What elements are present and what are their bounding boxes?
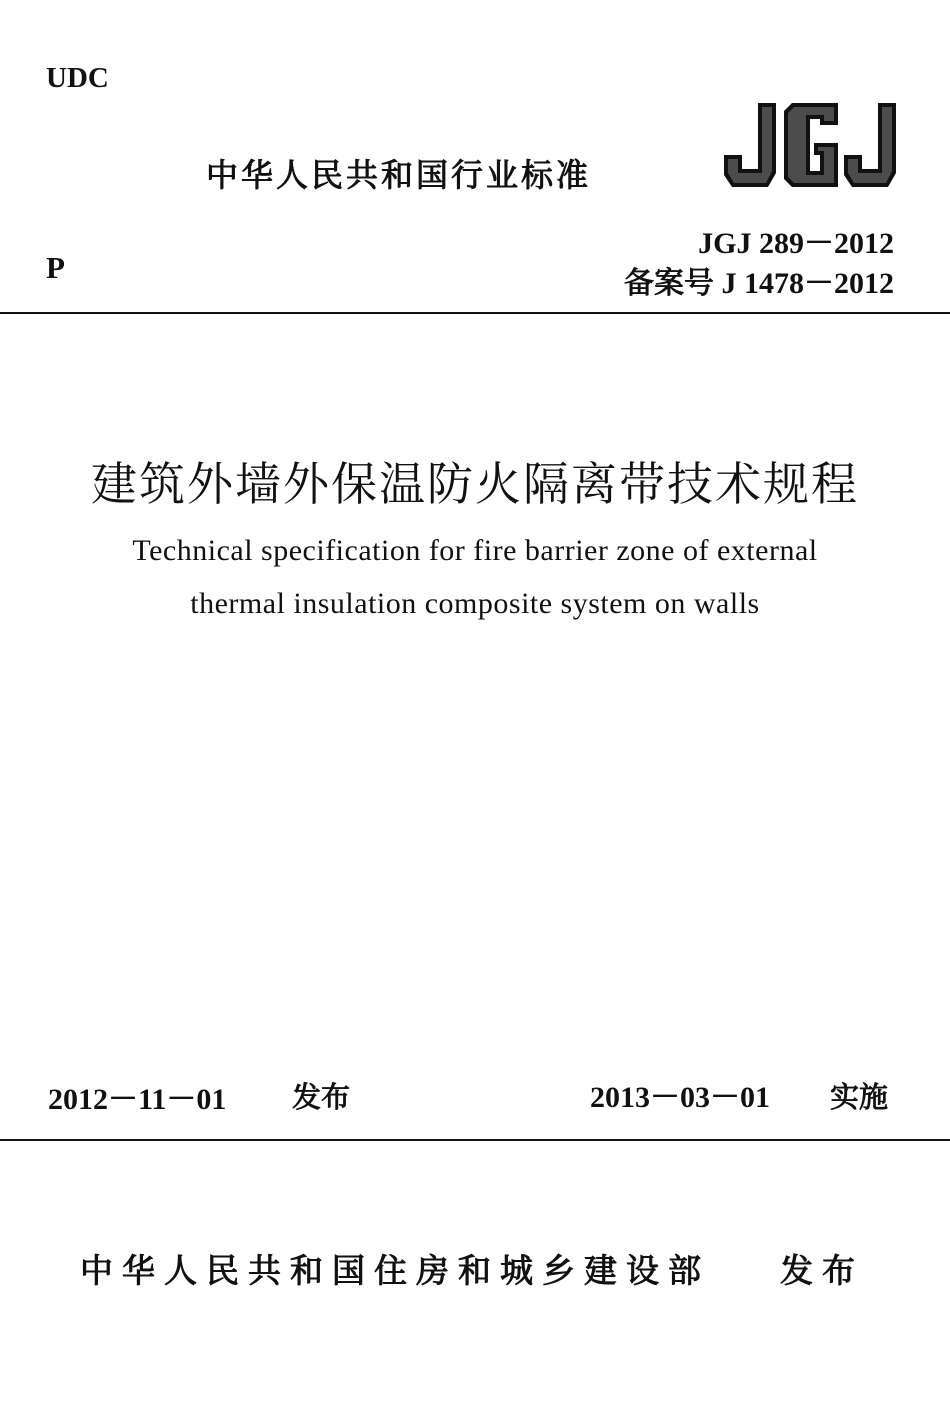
bottom-divider xyxy=(0,1139,950,1141)
jgj-logo xyxy=(722,103,898,189)
title-chinese: 建筑外墙外保温防火隔离带技术规程 xyxy=(91,457,859,511)
standard-number: JGJ 289－2012 xyxy=(698,227,894,260)
top-divider xyxy=(0,312,950,314)
classification-code: P xyxy=(46,250,65,285)
implementation-date: 2013－03－01 xyxy=(590,1081,770,1114)
issue-label: 发布 xyxy=(292,1080,351,1114)
implementation-label: 实施 xyxy=(830,1080,889,1114)
issue-date: 2012－11－01 xyxy=(48,1083,227,1116)
publish-label: 发布 xyxy=(780,1251,864,1290)
logo-letter-g xyxy=(784,103,838,187)
record-number: 备案号 J 1478－2012 xyxy=(624,267,894,300)
publisher-name: 中华人民共和国住房和城乡建设部 xyxy=(80,1251,710,1290)
udc-label: UDC xyxy=(46,62,109,94)
logo-letter-j-right xyxy=(844,103,896,187)
logo-letter-j-left xyxy=(724,103,776,187)
title-english-line1: Technical specification for fire barrier zone of external xyxy=(132,534,818,567)
title-english-line2: thermal insulation composite system on walls xyxy=(190,587,760,620)
industry-standard-heading: 中华人民共和国行业标准 xyxy=(206,156,592,194)
